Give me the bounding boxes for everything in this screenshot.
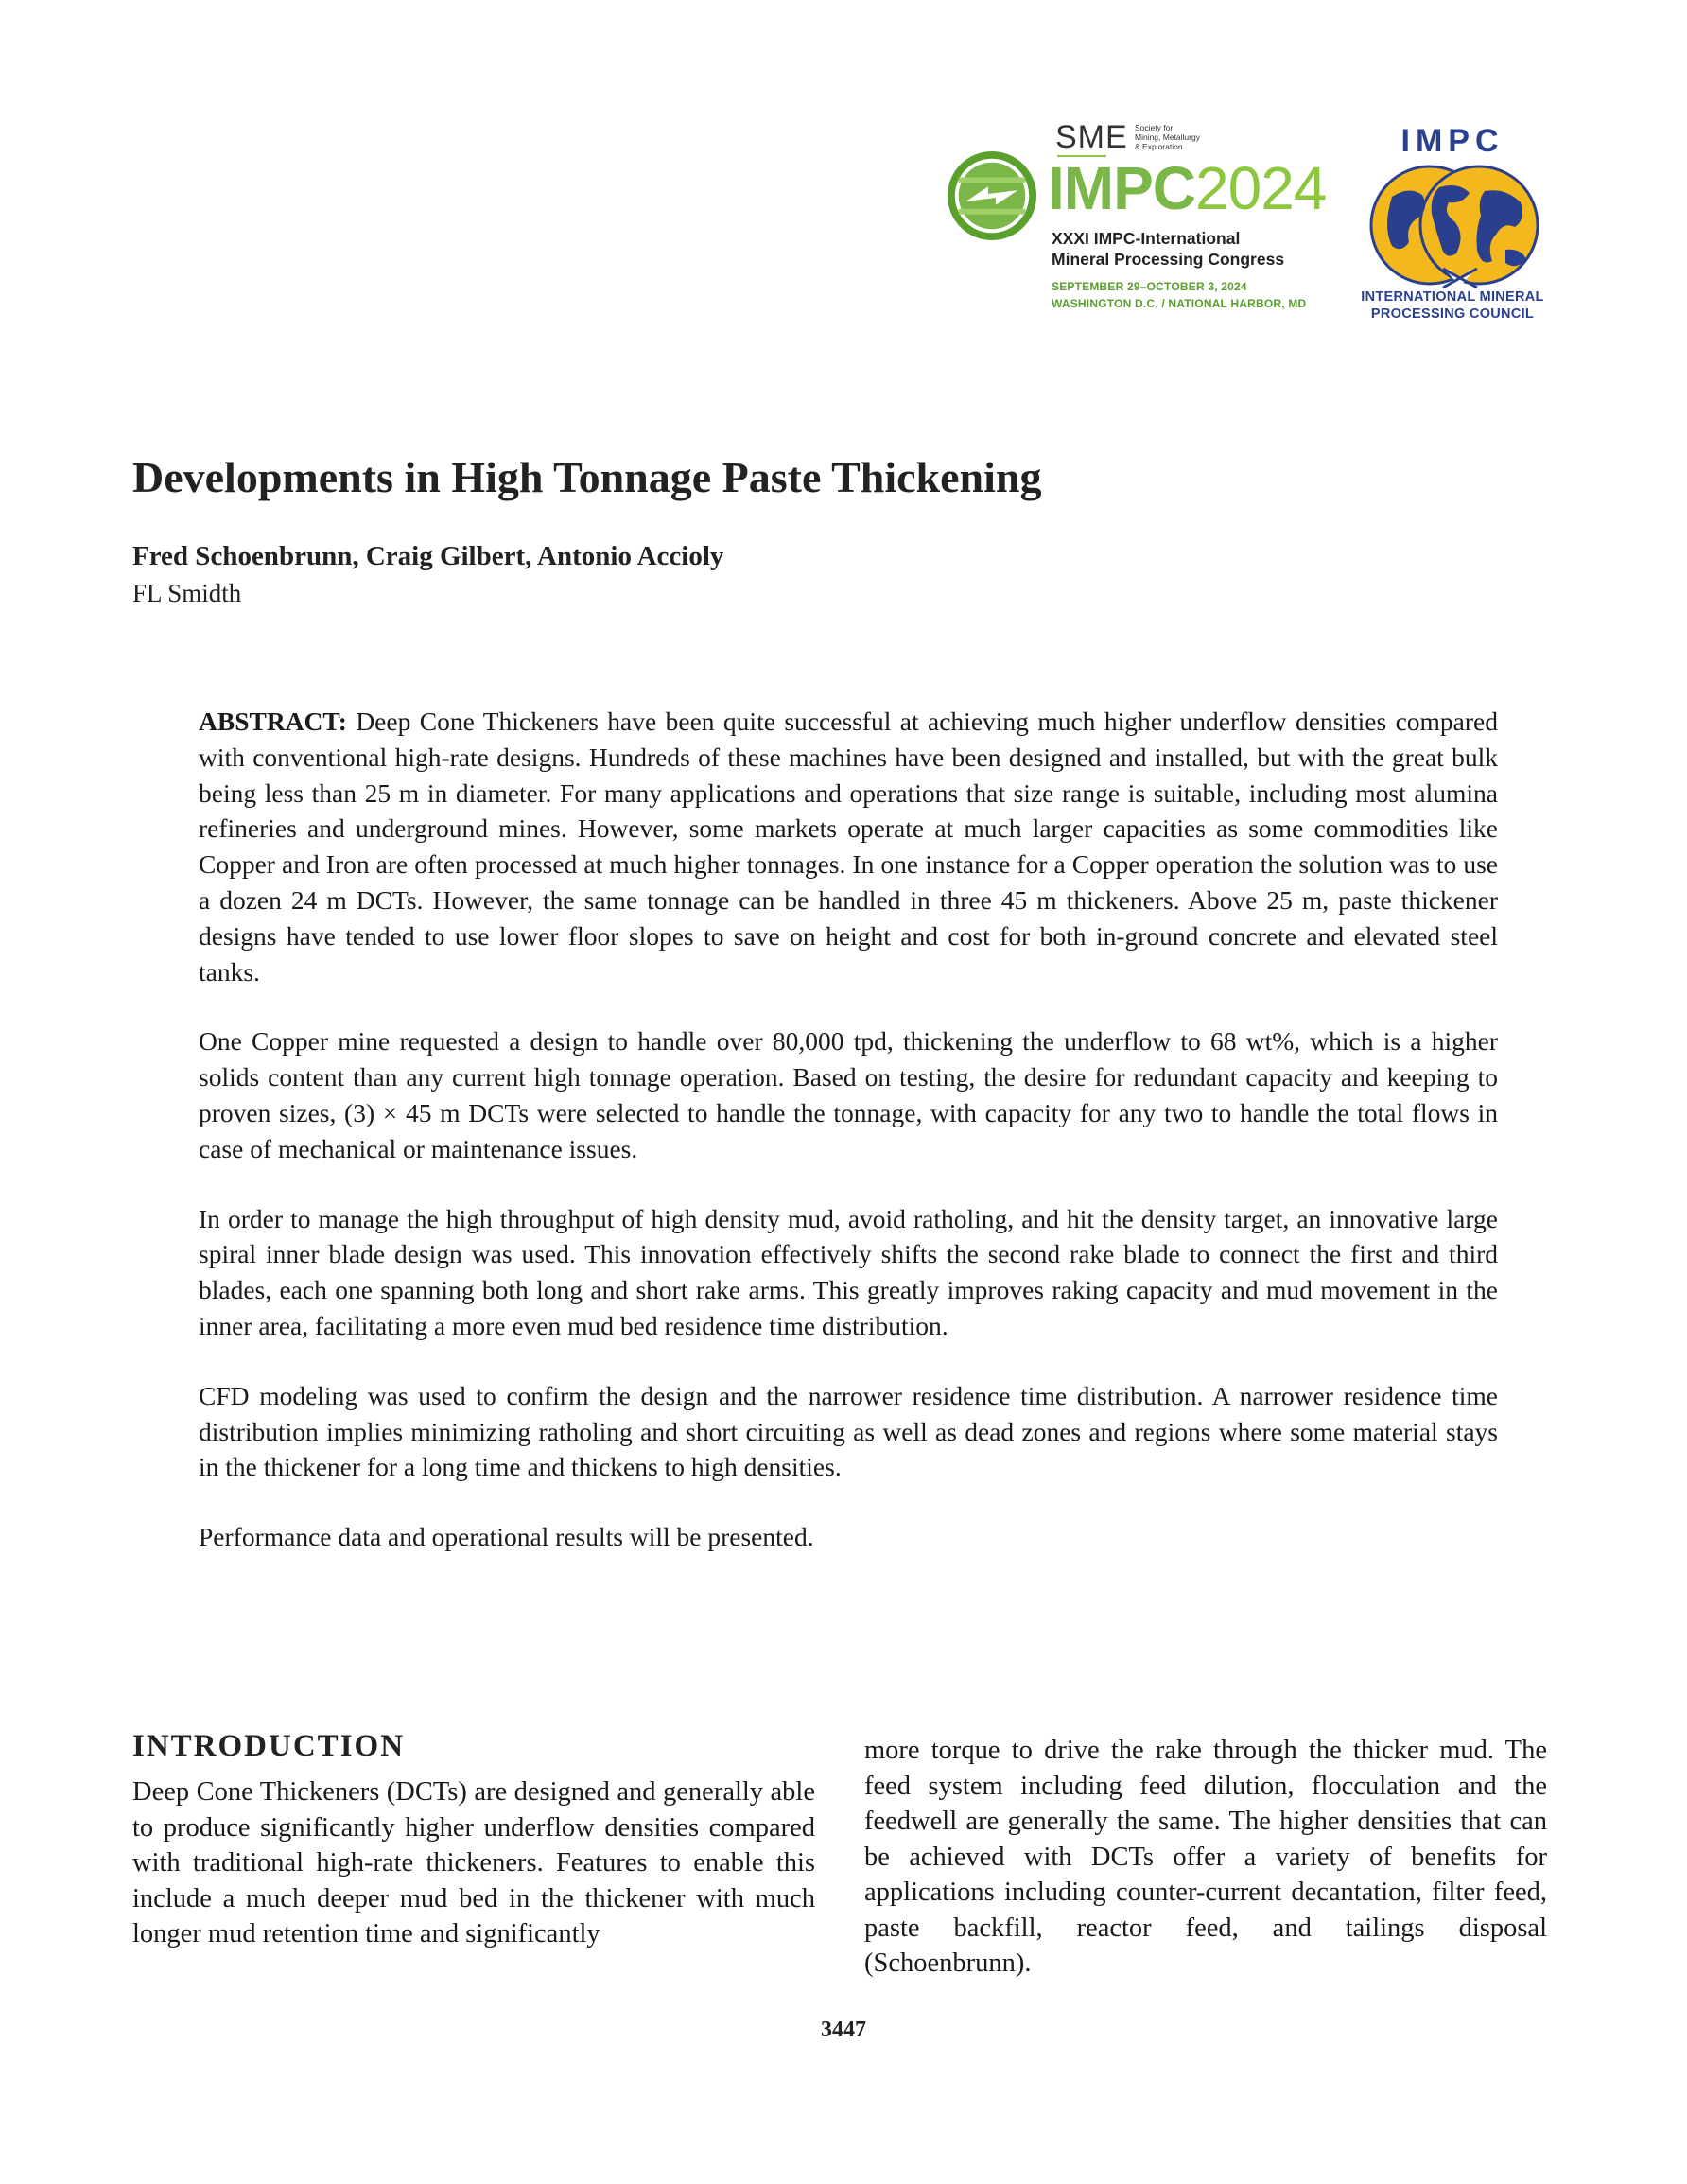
introduction-left-column: Deep Cone Thickeners (DCTs) are designed and generally able to produce significantly higher underflow densities compared with traditional high-rate thickeners. Features to enable this include a much deeper mud bed in the thickener with much longer mud retention time and significantly bbox=[132, 1777, 815, 1948]
abstract bbox=[199, 704, 1498, 1589]
council-name-line1: INTERNATIONAL MINERAL bbox=[1361, 289, 1544, 305]
impc-council-logo bbox=[1350, 123, 1558, 326]
page-number: 3447 bbox=[821, 2018, 866, 2042]
council-name-line2: PROCESSING COUNCIL bbox=[1370, 306, 1535, 322]
author-list: Fred Schoenbrunn, Craig Gilbert, Antonio Accioly bbox=[132, 541, 724, 571]
sme-wordmark: SME bbox=[1055, 119, 1128, 155]
introduction-right-column: more torque to drive the rake through the thicker mud. The feed system including feed dilution, flocculation and the feedwell are generally the same. The higher densities that can be achieved with DCTs offer a variety of benefits for applications including counter-current decantation, filter feed, paste backfill, reactor feed, and tailings disposal (Schoenbrunn). bbox=[864, 1736, 1547, 1978]
affiliation: FL Smidth bbox=[132, 579, 242, 607]
abstract-paragraph-3: In order to manage the high throughput of high density mud, avoid ratholing, and hit the density target, an innovative large spiral inner blade design was used. This innovation effectively shifts the second rake blade to connect the first and third blades, each one spanning both long and short rake arms. This greatly improves raking capacity and mud movement in the inner area, facilitating a more even mud bed residence time distribution. bbox=[199, 1203, 1498, 1340]
abstract-paragraph-1: ABSTRACT: Deep Cone Thickeners have been quite successful at achieving much higher underflow densities compared with conventional high-rate designs. Hundreds of these machines have been designed and installed, but with the great bulk being less than 25 m in diameter. For many applications and operations that size range is suitable, including most alumina refineries and underground mines. However, some markets operate at much larger capacities as some commodities like Copper and Iron are often processed at much higher tonnages. In one instance for a Copper operation the solution was to use a dozen 24 m DCTs. However, the same tonnage can be handled in three 45 m thickeners. Above 25 m, paste thickener designs have tended to use lower floor slopes to save on height and cost for both in-ground concrete and elevated steel tanks. bbox=[199, 707, 1499, 987]
abstract-paragraph-2: One Copper mine requested a design to handle over 80,000 tpd, thickening the underflow to 68 wt%, which is a higher solids content than any current high tonnage operation. Based on testing, the desire for redundant capacity and keeping to proven sizes, (3) × 45 m DCTs were selected to handle the tonnage, with capacity for any two to handle the total flows in case of mechanical or maintenance issues. bbox=[199, 1026, 1498, 1163]
abstract-paragraph-4: CFD modeling was used to confirm the design and the narrower residence time distribution. A narrower residence time distribution implies minimizing ratholing and short circuiting as well as dead zones and regions where some material stays in the thickener for a long time and thickens to high densities. bbox=[199, 1380, 1498, 1482]
congress-location: WASHINGTON D.C. / NATIONAL HARBOR, MD bbox=[1052, 297, 1307, 310]
paper-title: Developments in High Tonnage Paste Thickening bbox=[132, 453, 1042, 501]
congress-name-line1: XXXI IMPC-International bbox=[1052, 229, 1241, 248]
impc-acronym: IMPC bbox=[1400, 123, 1504, 159]
sme-society-text: Society for Mining, Metallurgy & Exploration bbox=[1135, 123, 1200, 151]
impc2024-wordmark: IMPC2024 bbox=[1048, 154, 1327, 222]
section-heading-introduction: INTRODUCTION bbox=[132, 1729, 406, 1763]
globe-icon bbox=[1364, 159, 1543, 301]
abstract-label: ABSTRACT: bbox=[199, 707, 347, 736]
impc-emblem-icon bbox=[946, 149, 1038, 242]
congress-dates: SEPTEMBER 29–OCTOBER 3, 2024 bbox=[1052, 280, 1247, 293]
impc2024-logo bbox=[946, 117, 1343, 325]
abstract-paragraph-5: Performance data and operational results will be presented. bbox=[199, 1522, 814, 1552]
congress-name-line2: Mineral Processing Congress bbox=[1052, 250, 1285, 269]
